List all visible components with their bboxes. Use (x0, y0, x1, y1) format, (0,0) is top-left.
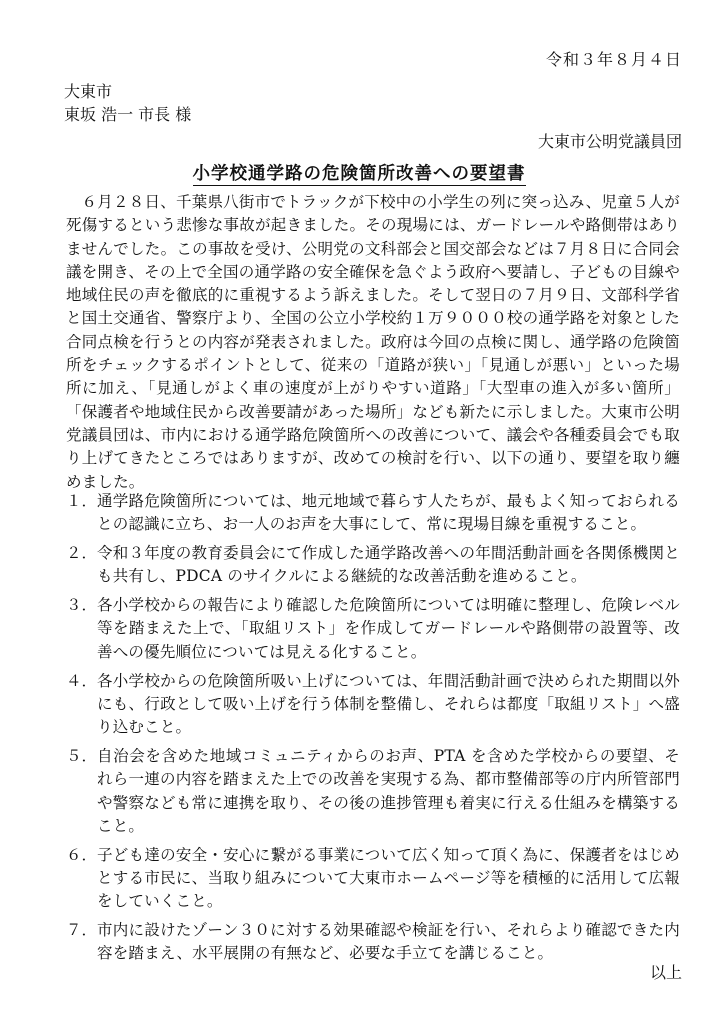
list-item (66, 844, 680, 914)
request-list (66, 490, 680, 971)
item-text: 各小学校からの危険箇所吸い上げについては、年間活動計画で決められた期間以外にも、行政として吸い上げを行う体制を整備し、それらは都度「取組リスト」へ盛り込むこと。 (97, 671, 680, 737)
document-title-text: 小学校通学路の危険箇所改善への要望書 (192, 164, 526, 184)
sender-name: 大東市公明党議員団 (537, 132, 682, 151)
list-item (66, 670, 680, 740)
recipient-name: 東坂 浩一 市長 様 (64, 105, 192, 124)
item-number: ２． (66, 544, 98, 563)
item-number: ４． (66, 671, 98, 690)
document-date: 令和３年８月４日 (545, 50, 682, 69)
item-text: 自治会を含めた地域コミュニティからのお声、PTA を含めた学校からの要望、それら一連の内容を踏まえた上での改善を実現する為、都市整備部等の庁内所管部門や警察なども常に連携を取り、その後の進捗管理も着実に行える仕組みを構築すること。 (97, 746, 680, 835)
list-item (66, 594, 680, 664)
item-number: ６． (66, 845, 98, 864)
closing-mark: 以上 (649, 963, 682, 982)
item-text: 通学路危険箇所については、地元地域で暮らす人たちが、最もよく知っておられるとの認識に立ち、お一人のお声を大事にして、常に現場目線を重視すること。 (97, 492, 680, 534)
item-text: 市内に設けたゾーン３０に対する効果確認や検証を行い、それらより確認できた内容を踏まえ、水平展開の有無など、必要な手立てを講じること。 (97, 921, 680, 963)
item-text: 令和３年度の教育委員会にて作成した通学路改善への年間活動計画を各関係機関とも共有し、PDCA のサイクルによる継続的な改善活動を進めること。 (97, 544, 680, 586)
item-number: ５． (66, 746, 98, 765)
item-number: １． (66, 492, 98, 510)
recipient-block (64, 80, 191, 126)
item-text: 各小学校からの報告により確認した危険箇所については明確に整理し、危険レベル等を踏まえた上で、「取組リスト」を作成してガードレールや路側帯の設置等、改善への優先順位については見える化すること。 (97, 596, 680, 661)
recipient-org: 大東市 (64, 82, 113, 101)
list-item (66, 542, 680, 589)
item-text: 子ども達の安全・安心に繋がる事業について広く知って頂く為に、保護者をはじめとする市民に、当取り組みについて大東市ホームページ等を積極的に活用して広報をしていくこと。 (97, 845, 680, 911)
item-number: ３． (66, 596, 98, 615)
document-title (0, 160, 718, 185)
list-item (66, 745, 680, 838)
list-item (66, 919, 680, 966)
item-number: ７． (66, 921, 98, 940)
intro-paragraph: ６月２８日、千葉県八街市でトラックが下校中の小学生の列に突っ込み、児童５人が死傷するという悲惨な事故が起きました。その現場には、ガードレールや路側帯はありませんでした。この事故を受け、公明党の文科部会と国交部会などは７月８日に合同会議を開き、その上で全国の通学路の安全確保を急ぐよう政府へ要請し、子どもの目線や地域住民の声を徹底的に重視するよう訴えました。そして翌日の７月９日、文部科学省と国土交通省、警察庁より、全国の公立小学校約１万９０００校の通学路を対象とした合同点検を行うとの内容が発表されました。政府は今回の点検に関し、通学路の危険箇所をチェックするポイントとして、従来の「道路が狭い」「見通しが悪い」といった場所に加え、「見通しがよく車の速度が上がりやすい道路」「大型車の進入が多い箇所」「保護者や地域住民から改善要請があった場所」なども新たに示しました。大東市公明党議員団は、市内における通学路危険箇所への改善について、議会や各種委員会でも取り上げてきたところではありますが、改めての検討を行い、以下の通り、要望を取り纏めました。 (66, 193, 680, 491)
list-item (66, 490, 680, 537)
